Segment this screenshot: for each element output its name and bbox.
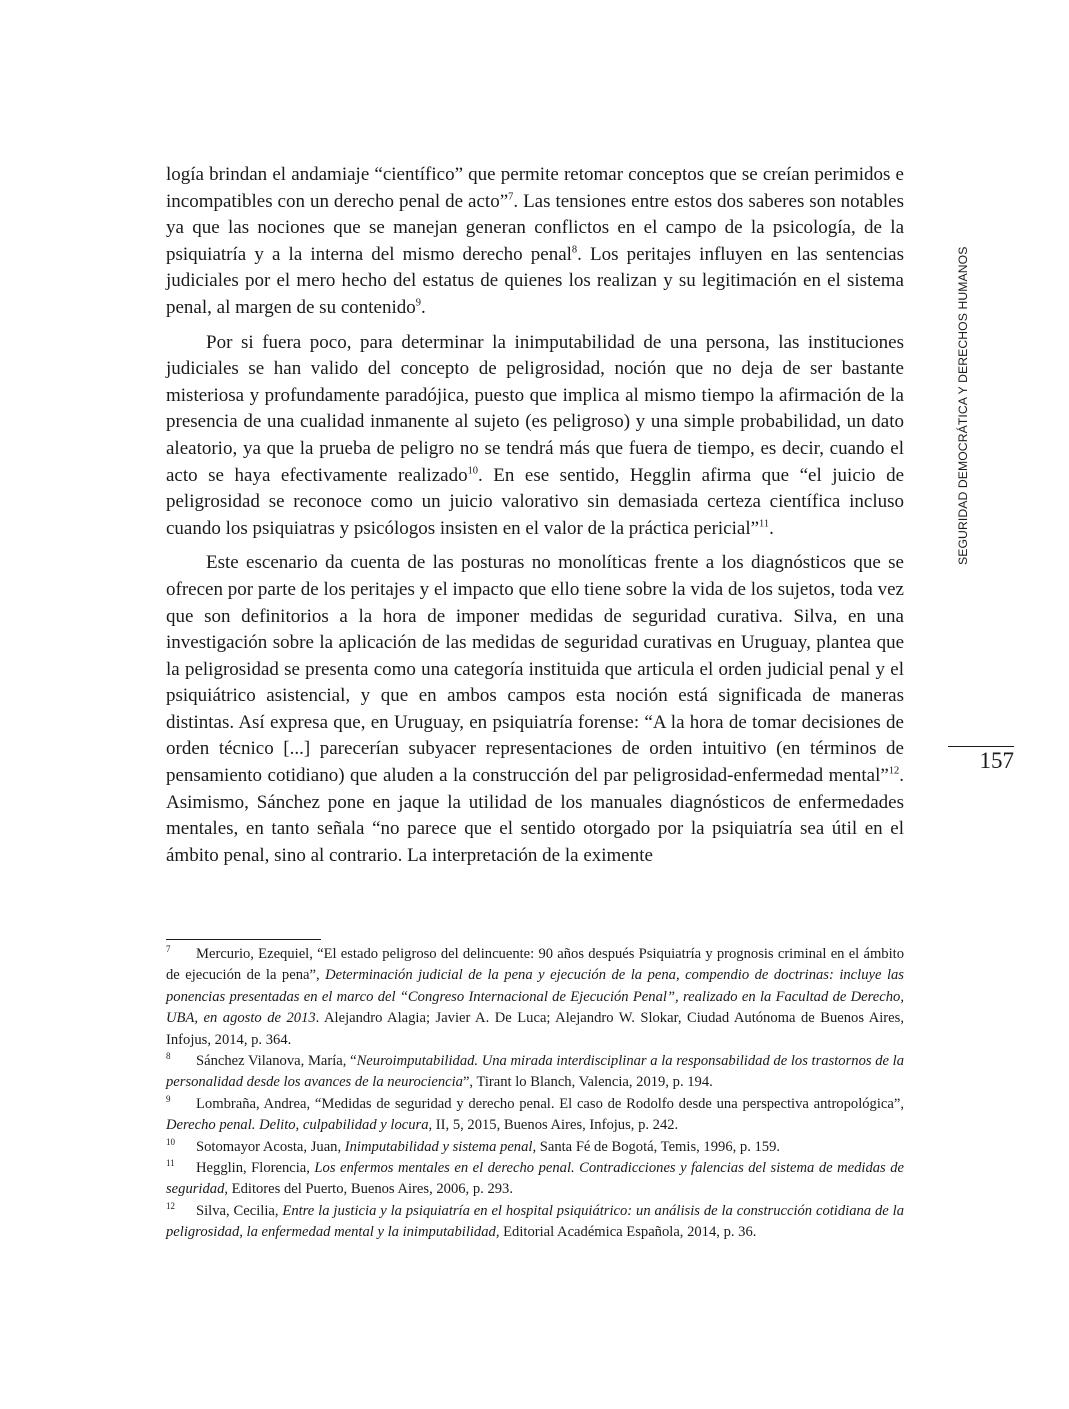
text-run: logía brindan el andamiaje “científico” que permite retomar conceptos que se creían perimidos e incompatibles con un derecho penal de acto” [166,164,904,212]
running-header-text: SEGURIDAD DEMOCRÁTICA Y DERECHOS HUMANOS [956,246,970,565]
footnote-ref: 10 [467,465,479,477]
italic-text: Derecho penal. Delito, culpabilidad y locura [166,1117,429,1134]
footnote-ref: 12 [888,765,900,777]
footnote-ref: 7 [508,191,514,203]
text-run: , II, 5, 2015, Buenos Aires, Infojus, p. 242. [428,1117,679,1134]
text-run: Silva, Cecilia, [196,1202,283,1219]
footnote-8: 8 Sánchez Vilanova, María, “Neuroimputabilidad. Una mirada interdisciplinar a la responsabilidad de los trastornos de la personalidad desde los avances de la neurociencia”, Tirant lo Blanch, Valencia, 2019, p. 194. [166,1051,904,1091]
footnote-separator [166,939,321,940]
footnote-9: 9 Lombraña, Andrea, “Medidas de seguridad y derecho penal. El caso de Rodolfo desde una perspectiva antropológica”, Derecho penal. Delito, culpabilidad y locura, II, 5, 2015, Buenos Aires, Infojus, p. 242. [166,1093,904,1134]
italic-text: Entre la justicia y la psiquiatría en el hospital psiquiátrico: un análisis de la construcción cotidiana de la peligrosidad, la enfermedad mental y la inimputabilidad, [166,1202,904,1241]
footnote-ref: 9 [415,297,421,309]
text-run: Hegglin, Florencia, [196,1160,315,1177]
footnote-ref: 11 [759,518,770,530]
text-run: . Asimismo, Sánchez pone en jaque la utilidad de los manuales diagnósticos de enfermedades mentales, en tanto señala “no parece que el sentido otorgado por la psiquiatría sea útil en el ámbito penal, sino al contrario. La interpretación de la eximente [166,765,904,866]
italic-text: Inimputabilidad y sistema penal, [344,1138,537,1155]
text-run: , Editores del Puerto, Buenos Aires, 2006, p. 293. [224,1181,513,1198]
text-run: . Las tensiones entre estos dos saberes son notables ya que las nociones que se manejan generan conflictos en el campo de la psicología, de la psiquiatría y a la interna del mismo derecho penal [166,190,904,265]
running-header-vertical [948,245,978,565]
footnote-12: 12 Silva, Cecilia, Entre la justicia y la psiquiatría en el hospital psiquiátrico: un análisis de la construcción cotidiana de la peligrosidad, la enfermedad mental y la inimputabilidad, Editorial Académica Española, 2014, p. 36. [166,1201,904,1241]
text-run: Lombraña, Andrea, “Medidas de seguridad y derecho penal. El caso de Rodolfo desde una perspectiva antropológica”, [196,1095,904,1112]
footnote-10: 10 Sotomayor Acosta, Juan, Inimputabilidad y sistema penal, Santa Fé de Bogotá, Temis, 1996, p. 159. [166,1136,781,1155]
text-run: . [769,517,774,539]
paragraph-1 [166,162,904,322]
text-run: Mercurio, Ezequiel, “El estado peligroso del delincuente: 90 años después Psiquiatría y prognosis criminal en el ámbito de ejecución de la pena”, [166,946,904,984]
italic-text: Neuroimputabilidad. Una mirada interdisciplinar a la responsabilidad de los trastornos de la personalidad desde los avances de la neurociencia [166,1053,904,1091]
text-run: Por si fuera poco, para determinar la inimputabilidad de una persona, las instituciones judiciales se han valido del concepto de peligrosidad, noción que no deja de ser bastante misteriosa y profundamente paradójica, puesto que implica al mismo tiempo la afirmación de la presencia de una cualidad inmanente al sujeto (es peligroso) y una simple probabilidad, un dato aleatorio, ya que la prueba de peligro no se tendrá más que fuera de tiempo, es decir, cuando el acto se haya efectivamente realizado [166,331,904,486]
text-run: . En ese sentido, Hegglin afirma que “el juicio de peligrosidad se reconoce como un juicio valorativo sin demasiada certeza científica incluso cuando los psiquiatras y psicólogos insisten en el valor de la práctica pericial” [166,464,904,539]
text-run: . Los peritajes influyen en las sentencias judiciales por el mero hecho del estatus de quienes los realizan y su legitimación en el sistema penal, al margen de su contenido [166,243,905,318]
text-run: Sotomayor Acosta, Juan, [196,1138,345,1155]
footnote-11: 11 Hegglin, Florencia, Los enfermos mentales en el derecho penal. Contradicciones y falencias del sistema de medidas de seguridad, Editores del Puerto, Buenos Aires, 2006, p. 293. [166,1158,904,1198]
page-number: 157 [979,748,1014,773]
footnote-7: 7 Mercurio, Ezequiel, “El estado peligroso del delincuente: 90 años después Psiquiatría y prognosis criminal en el ámbito de ejecución de la pena”, Determinación judicial de la pena y ejecución de la pena, compendio de doctrinas: incluye las ponencias presentadas en el marco del “Congreso Internacional de Ejecución Penal”, realizado en la Facultad de Derecho, UBA, en agosto de 2013. Alejandro Alagia; Javier A. De Luca; Alejandro W. Slokar, Ciudad Autónoma de Buenos Aires, Infojus, 2014, p. 364. [166,944,904,1048]
text-run: . [420,296,426,318]
text-run: Editorial Académica Española, 2014, p. 36. [499,1224,757,1241]
italic-text: Los enfermos mentales en el derecho penal. Contradicciones y falencias del sistema de medidas de seguridad [166,1160,904,1198]
paragraph-3 [166,550,904,869]
body-text [166,162,904,877]
text-run: Santa Fé de Bogotá, Temis, 1996, p. 159. [536,1138,781,1155]
text-run: . Alejandro Alagia; Javier A. De Luca; Alejandro W. Slokar, Ciudad Autónoma de Buenos Aires, Infojus, 2014, p. 364. [166,1010,904,1048]
paragraph-2 [166,330,904,543]
page-number-rule [948,746,1014,747]
text-run: Este escenario da cuenta de las posturas no monolíticas frente a los diagnósticos que se ofrecen por parte de los peritajes y el impacto que ello tiene sobre la vida de los sujetos, toda vez que son definitorios a la hora de imponer medidas de seguridad curativa. Silva, en una investigación sobre la aplicación de las medidas de seguridad curativas en Uruguay, plantea que la peligrosidad se presenta como una categoría instituida que articula el orden judicial penal y el psiquiátrico asistencial, y que en ambos campos esta noción está significada de maneras distintas. Así expresa que, en Uruguay, en psiquiatría forense: “A la hora de tomar decisiones de orden técnico [...] parecerían subyacer representaciones de orden intuitivo (en términos de pensamiento cotidiano) que aluden a la construcción del par peligrosidad-enfermedad mental” [166,552,904,787]
italic-text: Determinación judicial de la pena y ejecución de la pena, compendio de doctrinas: incluye las ponencias presentadas en el marco del “Congreso Internacional de Ejecución Penal”, realizado en la Facultad de Derecho, UBA, en agosto de 2013 [166,967,904,1027]
footnote-ref: 8 [571,244,578,256]
text-run: Sánchez Vilanova, María, “ [196,1053,357,1070]
text-run: ”, Tirant lo Blanch, Valencia, 2019, p. 194. [462,1074,713,1091]
footnotes [166,944,904,1244]
